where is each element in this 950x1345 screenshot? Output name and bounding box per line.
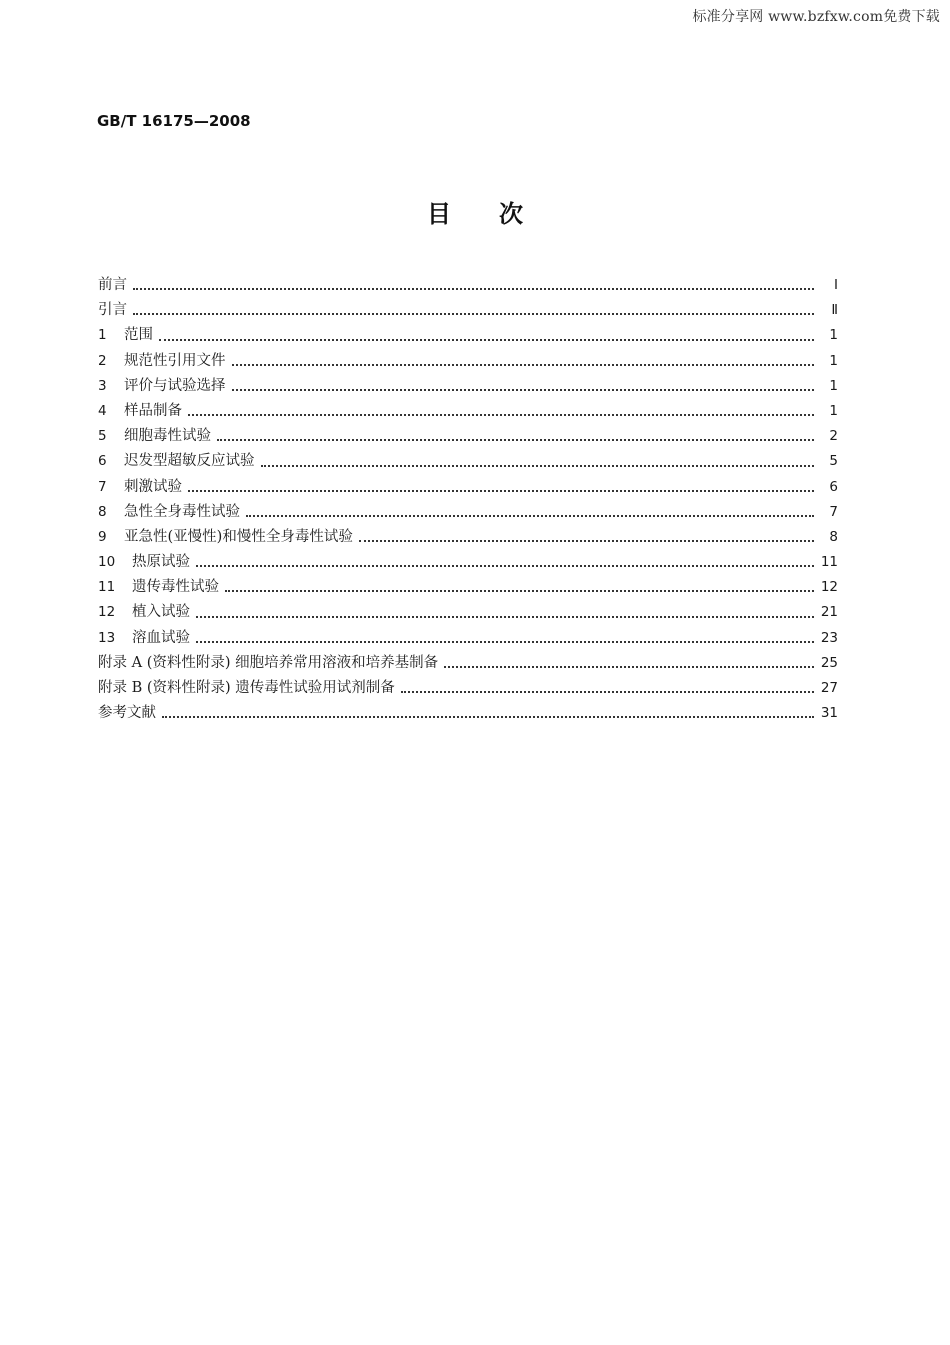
toc-entry-label: 样品制备 (124, 402, 182, 419)
toc-dot-leader (196, 641, 814, 643)
toc-entry-label: 急性全身毒性试验 (124, 503, 240, 520)
toc-entry[interactable] (98, 525, 838, 550)
toc-entry[interactable] (98, 600, 838, 625)
toc-entry-page: 5 (829, 453, 838, 470)
toc-entry-number: 13 (98, 629, 116, 646)
standard-code: GB/T 16175—2008 (97, 112, 251, 130)
toc-entry-page: 12 (820, 579, 838, 596)
toc-entry[interactable] (98, 449, 838, 474)
toc-entry-number: 5 (98, 428, 107, 445)
toc-entry-number: 9 (98, 528, 107, 545)
toc-dot-leader (359, 540, 814, 542)
toc-dot-leader (159, 339, 814, 341)
toc-entry-number: 11 (98, 579, 116, 596)
toc-entry-page: 23 (820, 629, 838, 646)
toc-entry[interactable] (98, 273, 838, 298)
toc-entry-page: 11 (820, 554, 838, 571)
toc-entry-label: 附录 B (资料性附录) 遗传毒性试验用试剂制备 (98, 680, 395, 696)
toc-dot-leader (401, 691, 814, 693)
toc-entry-label: 热原试验 (132, 554, 190, 571)
toc-entry-page: 6 (829, 478, 838, 495)
toc-dot-leader (133, 288, 814, 290)
toc-entry-page: 1 (829, 352, 838, 369)
toc-entry[interactable] (98, 323, 838, 348)
toc-dot-leader (188, 414, 814, 416)
toc-entry-page: 2 (829, 428, 838, 445)
toc-dot-leader (217, 439, 814, 441)
toc-entry-number: 6 (98, 453, 107, 470)
toc-entry[interactable] (98, 298, 838, 323)
toc-entry-number: 1 (98, 327, 107, 344)
table-of-contents (98, 273, 838, 726)
toc-entry-label: 前言 (98, 277, 127, 293)
toc-entry-page: 1 (829, 327, 838, 344)
toc-entry[interactable] (98, 374, 838, 399)
toc-entry-number: 8 (98, 503, 107, 520)
toc-entry-label: 细胞毒性试验 (124, 428, 211, 445)
toc-dot-leader (225, 590, 814, 592)
toc-entry-number: 7 (98, 478, 107, 495)
toc-dot-leader (162, 716, 814, 718)
toc-entry[interactable] (98, 651, 838, 676)
toc-entry-number: 2 (98, 352, 107, 369)
toc-entry-number: 4 (98, 402, 107, 419)
toc-entry-label: 植入试验 (132, 604, 190, 621)
toc-entry-label: 规范性引用文件 (124, 352, 226, 369)
toc-dot-leader (232, 389, 815, 391)
toc-entry-number: 12 (98, 604, 116, 621)
toc-entry-page: 25 (820, 654, 838, 671)
toc-entry[interactable] (98, 626, 838, 651)
toc-dot-leader (246, 515, 814, 517)
toc-entry-label: 遗传毒性试验 (132, 579, 219, 596)
toc-dot-leader (196, 565, 814, 567)
toc-entry-number: 3 (98, 377, 107, 394)
toc-dot-leader (133, 313, 814, 315)
toc-entry-label: 附录 A (资料性附录) 细胞培养常用溶液和培养基制备 (98, 654, 439, 671)
toc-entry-page: Ⅱ (831, 302, 838, 319)
toc-dot-leader (232, 364, 815, 366)
toc-entry[interactable] (98, 349, 838, 374)
toc-entry-page: 27 (820, 680, 838, 696)
toc-entry-page: 31 (820, 705, 838, 722)
watermark-text: 标准分享网 www.bzfxw.com免费下载 (692, 9, 940, 25)
toc-entry-page: Ⅰ (834, 277, 838, 293)
toc-dot-leader (196, 616, 814, 618)
toc-dot-leader (261, 465, 815, 467)
toc-entry-number: 10 (98, 554, 116, 571)
toc-entry[interactable] (98, 399, 838, 424)
toc-entry[interactable] (98, 500, 838, 525)
toc-entry-page: 1 (829, 377, 838, 394)
toc-entry[interactable] (98, 550, 838, 575)
toc-entry-label: 评价与试验选择 (124, 377, 226, 394)
toc-entry[interactable] (98, 701, 838, 726)
toc-entry[interactable] (98, 475, 838, 500)
toc-dot-leader (444, 666, 814, 668)
toc-entry-label: 引言 (98, 302, 127, 319)
toc-entry-label: 参考文献 (98, 705, 156, 722)
toc-entry-label: 刺激试验 (124, 478, 182, 495)
toc-entry-page: 21 (820, 604, 838, 621)
toc-entry-label: 溶血试验 (132, 629, 190, 646)
toc-entry-label: 亚急性(亚慢性)和慢性全身毒性试验 (124, 528, 353, 545)
toc-entry[interactable] (98, 676, 838, 701)
toc-dot-leader (188, 490, 814, 492)
toc-entry-label: 迟发型超敏反应试验 (124, 453, 255, 470)
toc-entry-page: 8 (829, 528, 838, 545)
toc-entry[interactable] (98, 424, 838, 449)
toc-title: 目次 (427, 200, 571, 228)
toc-entry-page: 7 (829, 503, 838, 520)
toc-entry-page: 1 (829, 402, 838, 419)
toc-entry-label: 范围 (124, 327, 153, 344)
toc-entry[interactable] (98, 575, 838, 600)
